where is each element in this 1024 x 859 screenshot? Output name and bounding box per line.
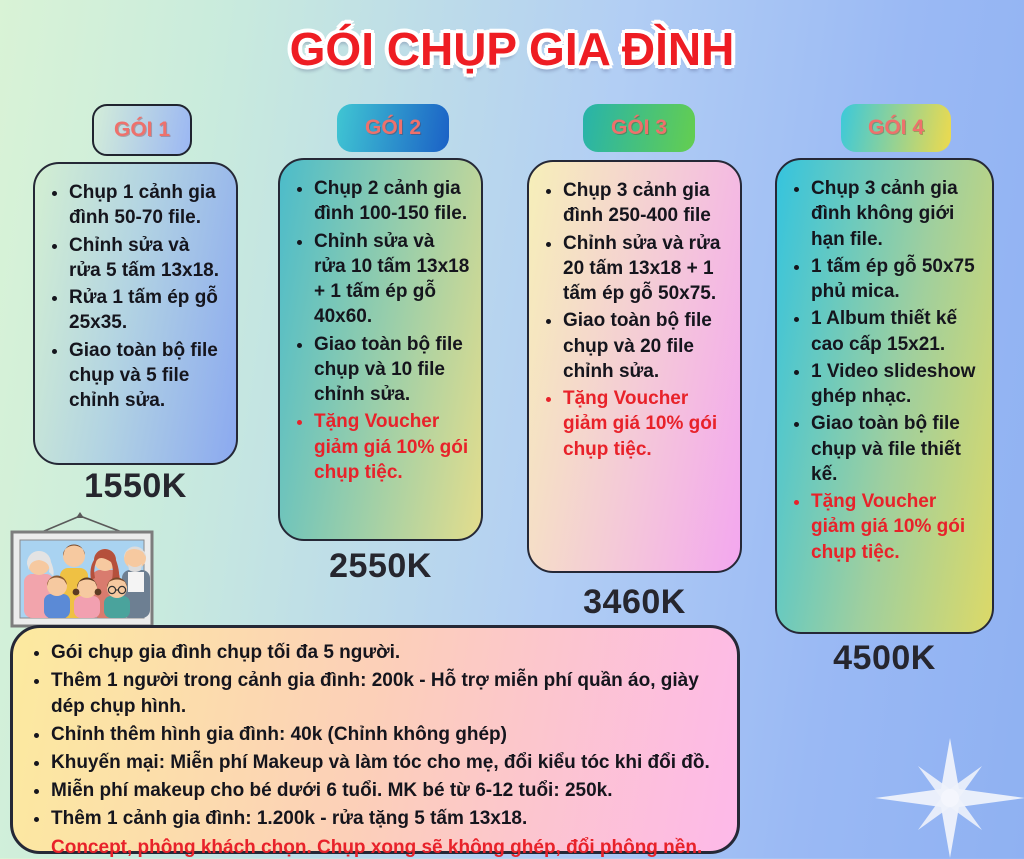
package-item: • Tặng Voucher giảm giá 10% gói chụp tiệc. xyxy=(314,409,471,485)
package-item: • Rửa 1 tấm ép gỗ 25x35. xyxy=(69,285,226,336)
package-item: • Giao toàn bộ file chụp và 5 file chỉnh sửa. xyxy=(69,338,226,414)
package-item: • Chỉnh sửa và rửa 20 tấm 13x18 + 1 tấm ép gỗ 50x75. xyxy=(563,231,730,307)
package-item: • Giao toàn bộ file chụp và 20 file chỉnh sửa. xyxy=(563,308,730,384)
package-price-4: 4500K xyxy=(833,639,936,677)
package-badge-3: GÓI 3 xyxy=(583,104,695,152)
notes-footer: Concept, phông khách chọn. Chụp xong sẽ không ghép, đổi phông nền. xyxy=(51,837,703,859)
package-item: • Tặng Voucher giảm giá 10% gói chụp tiệc. xyxy=(563,386,730,462)
package-item-list xyxy=(286,176,471,485)
package-card-1 xyxy=(33,162,238,465)
package-item: • Tặng Voucher giảm giá 10% gói chụp tiệc. xyxy=(811,489,982,565)
package-card-4 xyxy=(775,158,994,634)
package-badge-1: GÓI 1 xyxy=(92,104,192,156)
note-item: • Thêm 1 cảnh gia đình: 1.200k - rửa tặng 5 tấm 13x18. xyxy=(51,806,721,832)
package-item: • Giao toàn bộ file chụp và 10 file chỉnh sửa. xyxy=(314,332,471,408)
note-item: • Chỉnh thêm hình gia đình: 40k (Chỉnh không ghép) xyxy=(51,722,721,748)
sparkle-icon xyxy=(875,738,1024,858)
package-card-3 xyxy=(527,160,742,573)
package-badge-4: GÓI 4 xyxy=(841,104,951,152)
package-price-3: 3460K xyxy=(583,583,686,621)
package-item: • 1 Album thiết kế cao cấp 15x21. xyxy=(811,306,982,357)
note-item: • Thêm 1 người trong cảnh gia đình: 200k - Hỗ trợ miễn phí quần áo, giày dép chụp hình. xyxy=(51,668,721,720)
package-item: • Giao toàn bộ file chụp và file thiết kế. xyxy=(811,411,982,487)
package-item-list xyxy=(783,176,982,565)
package-price-1: 1550K xyxy=(84,467,187,505)
package-badge-2: GÓI 2 xyxy=(337,104,449,152)
package-item: • Chụp 2 cảnh gia đình 100-150 file. xyxy=(314,176,471,227)
notes-box xyxy=(10,625,740,859)
package-price-2: 2550K xyxy=(329,547,432,585)
page-title: GÓI CHỤP GIA ĐÌNH xyxy=(289,23,735,75)
package-item: • Chỉnh sửa và rửa 10 tấm 13x18 + 1 tấm ép gỗ 40x60. xyxy=(314,229,471,330)
family-photo-illustration xyxy=(8,502,158,628)
package-card-2 xyxy=(278,158,483,541)
package-item: • Chụp 3 cảnh gia đình không giới hạn file. xyxy=(811,176,982,252)
package-item: • 1 tấm ép gỗ 50x75 phủ mica. xyxy=(811,254,982,305)
note-item: • Gói chụp gia đình chụp tối đa 5 người. xyxy=(51,640,721,666)
package-item-list xyxy=(535,178,730,462)
notes-list xyxy=(25,640,721,832)
package-item-list xyxy=(41,180,226,413)
package-item: • Chỉnh sửa và rửa 5 tấm 13x18. xyxy=(69,233,226,284)
note-item: • Miễn phí makeup cho bé dưới 6 tuổi. MK bé từ 6-12 tuổi: 250k. xyxy=(51,778,721,804)
package-item: • Chụp 1 cảnh gia đình 50-70 file. xyxy=(69,180,226,231)
note-item: • Khuyến mại: Miễn phí Makeup và làm tóc cho mẹ, đổi kiểu tóc khi đổi đồ. xyxy=(51,750,721,776)
package-item: • Chụp 3 cảnh gia đình 250-400 file xyxy=(563,178,730,229)
package-item: • 1 Video slideshow ghép nhạc. xyxy=(811,359,982,410)
